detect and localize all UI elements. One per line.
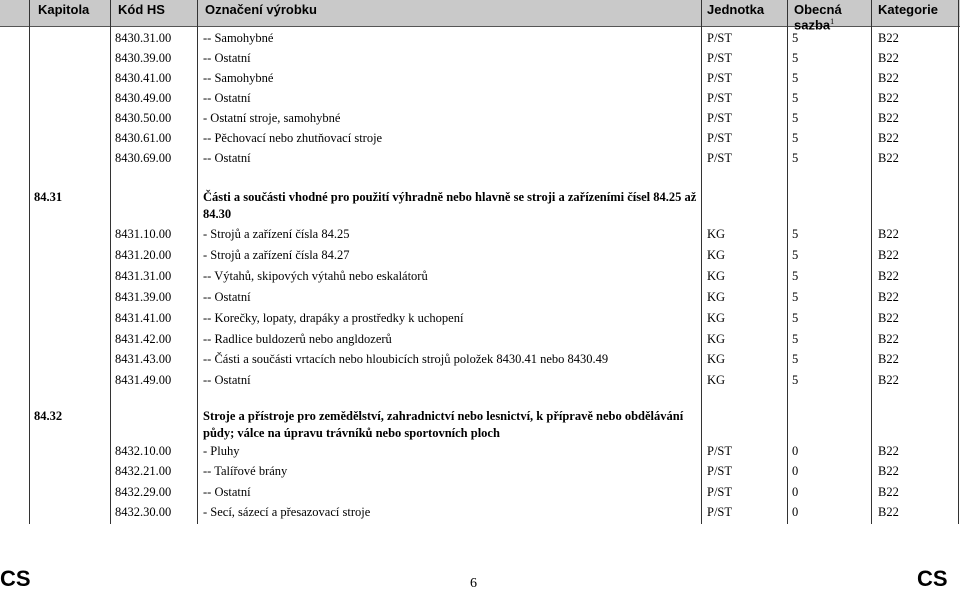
unit: P/ST — [707, 91, 733, 105]
table-header — [0, 0, 960, 33]
category: B22 — [878, 444, 899, 458]
table-row — [0, 502, 960, 522]
col-header-kapitola: Kapitola — [38, 2, 90, 17]
duty-rate: 0 — [792, 444, 799, 458]
category: B22 — [878, 310, 899, 325]
hs-code: 8430.61.00 — [115, 131, 172, 145]
duty-rate: 5 — [792, 373, 799, 388]
section-number-8432: 84.32 — [34, 409, 63, 423]
category: B22 — [878, 504, 899, 519]
hs-code: 8431.39.00 — [115, 289, 172, 304]
duty-rate: 5 — [792, 352, 799, 367]
category: B22 — [878, 464, 899, 479]
category: B22 — [878, 151, 899, 165]
table-row — [0, 266, 960, 286]
category: B22 — [878, 268, 899, 283]
hs-code: 8430.49.00 — [115, 91, 172, 105]
product-description: -- Talířové brány — [203, 464, 288, 479]
category: B22 — [878, 247, 899, 262]
product-description: -- Ostatní — [203, 91, 251, 105]
unit: P/ST — [707, 111, 733, 125]
hs-code: 8431.10.00 — [115, 227, 172, 241]
section-title-8432: Stroje a přístroje pro zemědělství, zahradnictví nebo lesnictví, k přípravě nebo obdělávání půdy; válce na úpravu trávníků nebo sportovních ploch — [203, 409, 684, 440]
product-description: - Pluhy — [203, 444, 240, 458]
table-row — [0, 128, 960, 148]
table-row — [0, 461, 960, 481]
duty-rate: 0 — [792, 484, 799, 499]
category: B22 — [878, 227, 899, 241]
unit: P/ST — [707, 464, 733, 479]
table-row — [0, 88, 960, 108]
duty-rate: 5 — [792, 247, 799, 262]
category: B22 — [878, 289, 899, 304]
duty-rate: 5 — [792, 51, 799, 65]
unit: KG — [707, 310, 726, 325]
hs-code: 8430.41.00 — [115, 71, 172, 85]
duty-rate: 5 — [792, 331, 799, 346]
product-description: -- Ostatní — [203, 289, 251, 304]
category: B22 — [878, 31, 899, 45]
table-row — [0, 349, 960, 369]
hs-code: 8431.31.00 — [115, 268, 172, 283]
unit: KG — [707, 247, 726, 262]
unit: P/ST — [707, 151, 733, 165]
sazba-footnote: 1 — [830, 17, 835, 26]
hs-code: 8431.49.00 — [115, 373, 172, 388]
hs-code: 8432.21.00 — [115, 464, 172, 479]
hs-code: 8431.41.00 — [115, 310, 172, 325]
product-description: -- Ostatní — [203, 151, 251, 165]
unit: P/ST — [707, 131, 733, 145]
table-row — [0, 245, 960, 265]
duty-rate: 0 — [792, 464, 799, 479]
section-title-8431: Části a součásti vhodné pro použití výhradně nebo hlavně se stroji a zařízeními čísel 84.25 až 84.30 — [203, 190, 697, 221]
unit: KG — [707, 352, 726, 367]
table-row — [0, 441, 960, 461]
unit: P/ST — [707, 484, 733, 499]
col-header-jednotka: Jednotka — [707, 2, 765, 17]
product-description: -- Samohybné — [203, 31, 274, 45]
unit: KG — [707, 373, 726, 388]
footer-right-cs: CS — [917, 566, 948, 591]
table-row — [0, 370, 960, 390]
product-description: -- Samohybné — [203, 71, 274, 85]
hs-code: 8430.39.00 — [115, 51, 172, 65]
category: B22 — [878, 51, 899, 65]
hs-code: 8431.43.00 — [115, 352, 172, 367]
product-description: -- Ostatní — [203, 484, 251, 499]
product-description: - Ostatní stroje, samohybné — [203, 111, 341, 125]
hs-code: 8431.42.00 — [115, 331, 172, 346]
table-row — [0, 148, 960, 168]
col-header-oznaceni: Označení výrobku — [205, 2, 317, 17]
unit: KG — [707, 331, 726, 346]
duty-rate: 5 — [792, 131, 799, 145]
table-row — [0, 28, 960, 48]
table-row — [0, 224, 960, 244]
table-row — [0, 329, 960, 349]
product-description: - Strojů a zařízení čísla 84.25 — [203, 227, 350, 241]
duty-rate: 0 — [792, 504, 799, 519]
hs-code: 8431.20.00 — [115, 247, 172, 262]
category: B22 — [878, 352, 899, 367]
sazba-text: sazba — [794, 17, 831, 33]
unit: P/ST — [707, 504, 733, 519]
page-number: 6 — [470, 576, 477, 591]
obecna-line1: Obecná — [794, 2, 842, 17]
product-description: - Strojů a zařízení čísla 84.27 — [203, 247, 350, 262]
duty-rate: 5 — [792, 111, 799, 125]
hs-code: 8432.29.00 — [115, 484, 172, 499]
product-description: -- Pěchovací nebo zhutňovací stroje — [203, 131, 383, 145]
unit: P/ST — [707, 71, 733, 85]
unit: P/ST — [707, 31, 733, 45]
duty-rate: 5 — [792, 310, 799, 325]
product-description: -- Ostatní — [203, 51, 251, 65]
unit: KG — [707, 227, 726, 241]
table-row — [0, 287, 960, 307]
category: B22 — [878, 111, 899, 125]
category: B22 — [878, 131, 899, 145]
category: B22 — [878, 373, 899, 388]
footer-left-cs: CS — [0, 566, 31, 591]
product-description: -- Radlice buldozerů nebo angldozerů — [203, 331, 392, 346]
col-header-kategorie: Kategorie — [878, 2, 938, 17]
category: B22 — [878, 484, 899, 499]
hs-code: 8430.31.00 — [115, 31, 172, 45]
duty-rate: 5 — [792, 91, 799, 105]
duty-rate: 5 — [792, 227, 799, 241]
unit: P/ST — [707, 51, 733, 65]
table-row — [0, 48, 960, 68]
col-header-kod-hs: Kód HS — [118, 2, 165, 17]
category: B22 — [878, 331, 899, 346]
hs-code: 8432.30.00 — [115, 504, 172, 519]
duty-rate: 5 — [792, 151, 799, 165]
product-description: -- Ostatní — [203, 373, 251, 388]
unit: KG — [707, 268, 726, 283]
section-number-8431: 84.31 — [34, 190, 63, 204]
unit: KG — [707, 289, 726, 304]
hs-code: 8430.69.00 — [115, 151, 172, 165]
category: B22 — [878, 71, 899, 85]
table-row — [0, 308, 960, 328]
product-description: -- Výtahů, skipových výtahů nebo eskalátorů — [203, 268, 428, 283]
duty-rate: 5 — [792, 289, 799, 304]
product-description: -- Korečky, lopaty, drapáky a prostředky k uchopení — [203, 310, 464, 325]
hs-code: 8430.50.00 — [115, 111, 172, 125]
duty-rate: 5 — [792, 71, 799, 85]
product-description: - Secí, sázecí a přesazovací stroje — [203, 504, 371, 519]
table-row — [0, 108, 960, 128]
hs-code: 8432.10.00 — [115, 444, 172, 458]
duty-rate: 5 — [792, 268, 799, 283]
table-row — [0, 482, 960, 502]
product-description: -- Části a součásti vrtacích nebo hloubicích strojů položek 8430.41 nebo 8430.49 — [203, 352, 609, 367]
duty-rate: 5 — [792, 31, 799, 45]
category: B22 — [878, 91, 899, 105]
table-row — [0, 68, 960, 88]
unit: P/ST — [707, 444, 733, 458]
